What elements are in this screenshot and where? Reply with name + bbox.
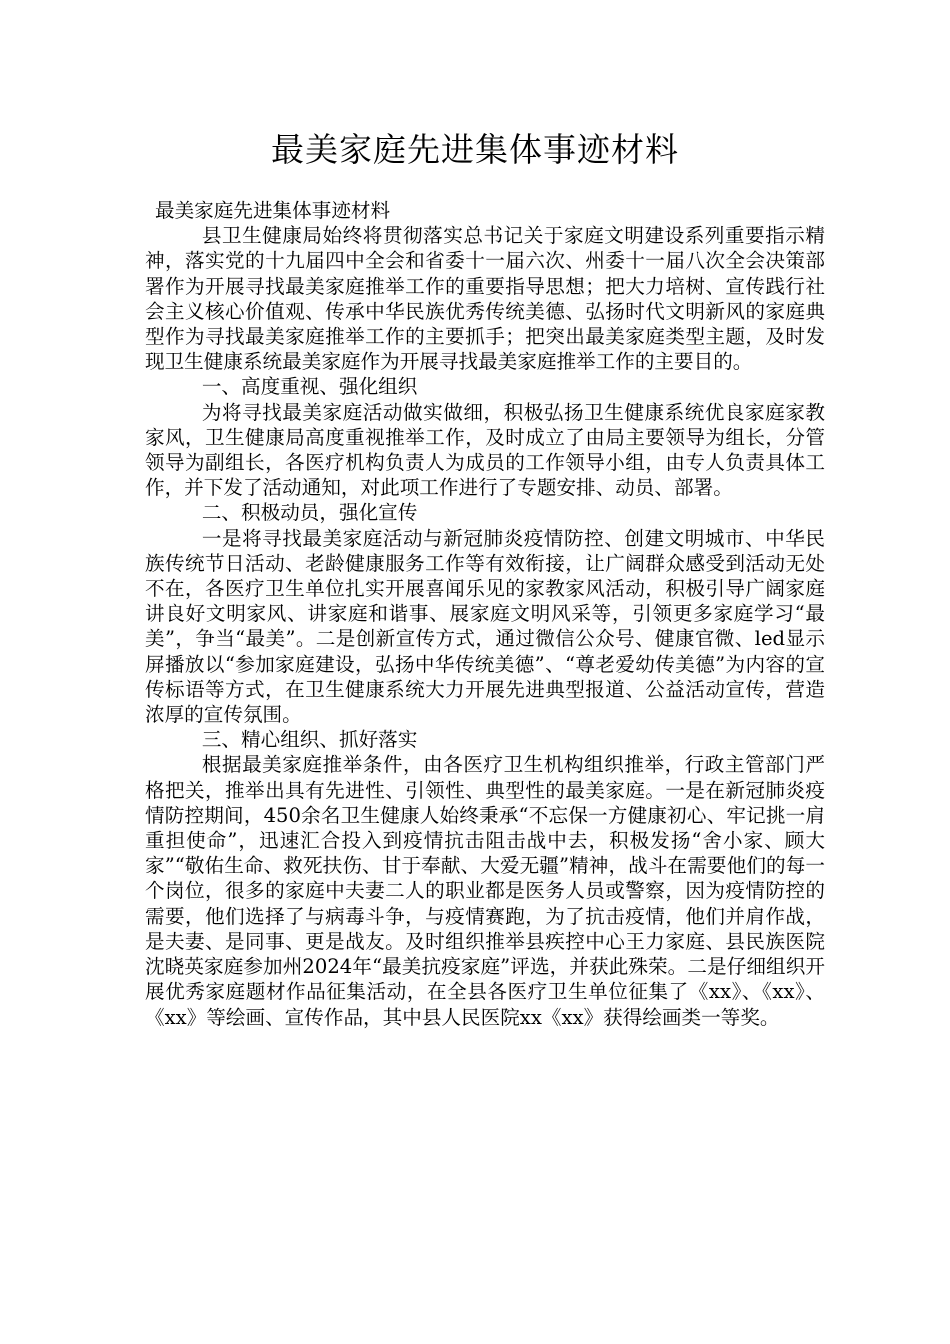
document-title: 最美家庭先进集体事迹材料: [271, 130, 679, 169]
section-heading-3: 三、精心组织、抓好落实: [201, 728, 418, 752]
document-subtitle: 最美家庭先进集体事迹材料: [155, 199, 391, 222]
section-2-paragraph: 一是将寻找最美家庭活动与新冠肺炎疫情防控、创建文明城市、中华民族传统节日活动、老龄健康服务工作等有效衔接，让广阔群众感受到活动无处不在，各医疗卫生单位扎实开展喜闻乐见的家教家风活动，积极引导广阔家庭讲良好文明家风、讲家庭和谐事、展家庭文明风采等，引领更多家庭学习“最美”，争当“最美”。二是创新宣传方式，通过微信公众号、健康官微、led显示屏播放以“参加家庭建设，弘扬中华传统美德”、“尊老爱幼传美德”为内容的宣传标语等方式，在卫生健康系统大力开展先进典型报道、公益活动宣传，营造浓厚的宣传氛围。: [145, 526, 825, 727]
section-heading-1: 一、高度重视、强化组织: [201, 375, 418, 399]
document-body: [145, 198, 825, 1030]
intro-paragraph: 县卫生健康局始终将贯彻落实总书记关于家庭文明建设系列重要指示精神，落实党的十九届四中全会和省委十一届六次、州委十一届八次全会决策部署作为开展寻找最美家庭推举工作的重要指导思想；把大力培树、宣传践行社会主义核心价值观、传承中华民族优秀传统美德、弘扬时代文明新风的家庭典型作为寻找最美家庭推举工作的主要抓手；把突出最美家庭类型主题，及时发现卫生健康系统最美家庭作为开展寻找最美家庭推举工作的主要目的。: [145, 224, 825, 374]
section-1-paragraph: 为将寻找最美家庭活动做实做细，积极弘扬卫生健康系统优良家庭家教家风，卫生健康局高度重视推举工作，及时成立了由局主要领导为组长，分管领导为副组长，各医疗机构负责人为成员的工作领导小组，由专人负责具体工作，并下发了活动通知，对此项工作进行了专题安排、动员、部署。: [145, 400, 825, 500]
section-heading-2: 二、积极动员，强化宣传: [201, 501, 418, 525]
section-3-paragraph: 根据最美家庭推举条件，由各医疗卫生机构组织推举，行政主管部门严格把关，推举出具有先进性、引领性、典型性的最美家庭。一是在新冠肺炎疫情防控期间，450余名卫生健康人始终秉承“不忘保一方健康初心、牢记挑一肩重担使命”，迅速汇合投入到疫情抗击阻击战中去，积极发扬“舍小家、顾大家”“敬佑生命、救死扶伤、甘于奉献、大爱无疆”精神，战斗在需要他们的每一个岗位，很多的家庭中夫妻二人的职业都是医务人员或警察，因为疫情防控的需要，他们选择了与病毒斗争，与疫情赛跑，为了抗击疫情，他们并肩作战，是夫妻、是同事、更是战友。及时组织推举县疾控中心王力家庭、县民族医院沈晓英家庭参加州2024年“最美抗疫家庭”评选，并获此殊荣。二是仔细组织开展优秀家庭题材作品征集活动，在全县各医疗卫生单位征集了《xx》、《xx》、《xx》等绘画、宣传作品，其中县人民医院xx《xx》获得绘画类一等奖。: [145, 753, 825, 1029]
